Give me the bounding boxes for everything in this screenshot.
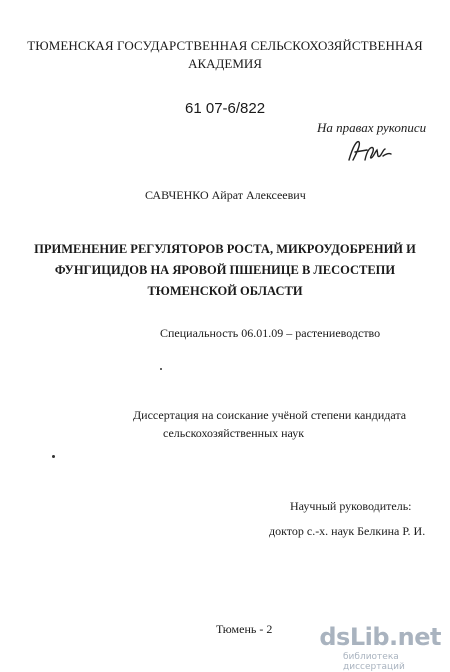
registration-code: 61 07-6/822 [185,100,266,117]
supervisor-name: доктор с.-х. наук Белкина Р. И. [269,524,426,538]
author-name: САВЧЕНКО Айрат Алексеевич [145,188,306,202]
supervisor-label: Научный руководитель: [290,499,412,513]
dissertation-line2: сельскохозяйственных наук [163,426,305,440]
scan-speck [52,455,55,458]
dissertation-line1: Диссертация на соискание учёной степени кандидата [133,408,407,422]
title-line1: ПРИМЕНЕНИЕ РЕГУЛЯТОРОВ РОСТА, МИКРОУДОБРЕНИЙ И [34,242,416,256]
institution-name-line1: ТЮМЕНСКАЯ ГОСУДАРСТВЕННАЯ СЕЛЬСКОХОЗЯЙСТВЕННАЯ [27,38,423,53]
rights-note: На правах рукописи [317,120,427,135]
watermark-main-text: dsLib.net [319,623,441,651]
watermark-sub-text: библиотека диссертаций [343,652,405,672]
title-line3: ТЮМЕНСКОЙ ОБЛАСТИ [147,284,303,298]
signature-image [345,136,393,166]
watermark-logo [319,623,447,672]
city-year: Тюмень - 2 [216,622,273,636]
scan-speck [160,368,162,370]
institution-name-line2: АКАДЕМИЯ [188,56,262,71]
specialty-line: Специальность 06.01.09 – растениеводство [160,326,381,340]
title-line2: ФУНГИЦИДОВ НА ЯРОВОЙ ПШЕНИЦЕ В ЛЕСОСТЕПИ [54,263,396,277]
